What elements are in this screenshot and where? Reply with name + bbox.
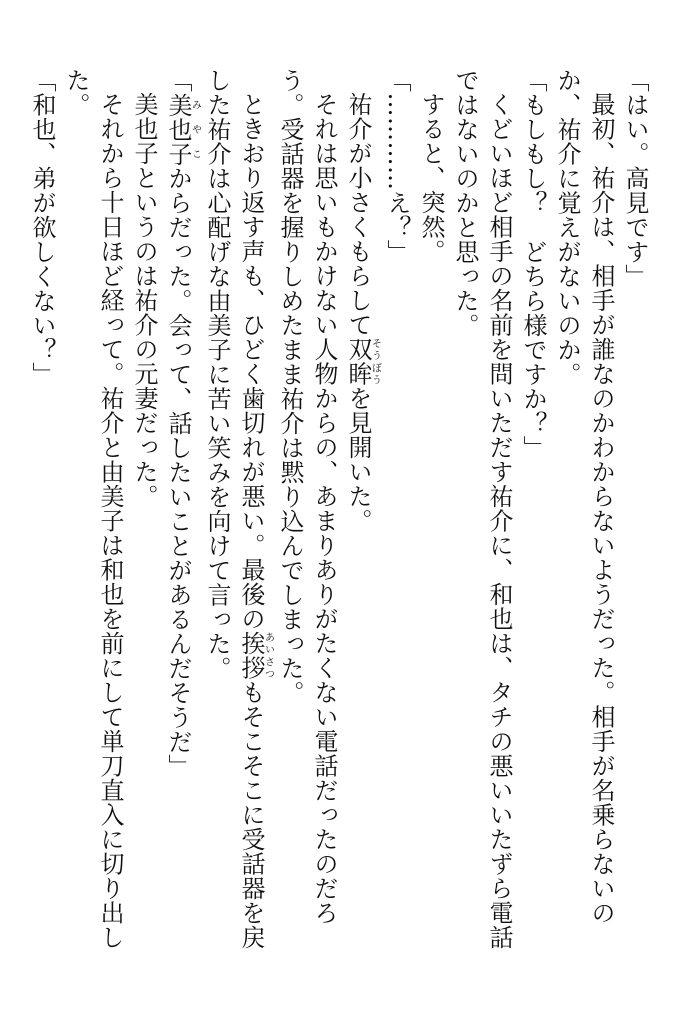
text-run: くどいほど相手の名前を問いただす祐介に、和也は、タチの悪いいたずら電話ではないのかと思った。 bbox=[451, 68, 513, 950]
text-run: 「もしもし？ どちら様ですか？」 bbox=[519, 68, 547, 460]
paragraph bbox=[618, 68, 652, 968]
text-run: 美也子というのは祐介の元妻だった。 bbox=[130, 92, 158, 509]
text-run: それから十日ほど経って。祐介と由美子は和也を前にして単刀直入に切り出した。 bbox=[62, 68, 124, 950]
ruby-base-text: 双眸 bbox=[344, 337, 372, 386]
text-run: それは思いもかけない人物からの、あまりありがたくない電話だったのだろう。受話器を握りしめたまま祐介は黙り込んでしまった。 bbox=[276, 68, 338, 925]
paragraph bbox=[380, 68, 414, 968]
paragraph bbox=[127, 68, 161, 968]
text-run: を見開いた。 bbox=[344, 386, 372, 533]
text-run: 祐介が小さくもらして bbox=[344, 92, 372, 337]
paragraph bbox=[161, 68, 200, 968]
ruby-annotated-word bbox=[164, 92, 201, 167]
ruby-annotated-word bbox=[344, 337, 381, 386]
text-run: からだった。会って、話したいことがあるんだそうだ」 bbox=[164, 166, 192, 779]
furigana-reading: あいさつ bbox=[262, 631, 274, 680]
text-run: 「和也、弟が欲しくない？」 bbox=[28, 68, 56, 387]
paragraph bbox=[550, 68, 618, 968]
text-run: もそこそこに受話器を戻した祐介は心配げな由美子に苦い笑みを向けて言った。 bbox=[203, 68, 265, 950]
text-run: すると、突然。 bbox=[417, 92, 445, 264]
text-run: 「 bbox=[164, 68, 192, 93]
ruby-base-text: 美也子 bbox=[164, 92, 192, 166]
paragraph bbox=[448, 68, 516, 968]
paragraph bbox=[341, 68, 380, 968]
furigana-reading: そうぼう bbox=[369, 337, 381, 386]
furigana-reading: みやこ bbox=[189, 92, 201, 166]
vertical-text-body bbox=[28, 68, 652, 968]
ruby-annotated-word bbox=[237, 631, 274, 680]
ruby-base-text: 挨拶 bbox=[237, 631, 265, 680]
paragraph bbox=[59, 68, 127, 968]
paragraph bbox=[25, 68, 59, 968]
text-run: 最初、祐介は、相手が誰なのかわからないようだった。相手が名乗らないのか、祐介に覚えがないのか。 bbox=[553, 68, 615, 925]
text-run: 「はい。高見です」 bbox=[621, 68, 649, 289]
paragraph bbox=[414, 68, 448, 968]
paragraph bbox=[200, 68, 273, 968]
text-run: 「…………え？」 bbox=[383, 68, 411, 264]
text-run: ときおり返す声も、ひどく歯切れが悪い。最後の bbox=[237, 92, 265, 631]
paragraph bbox=[273, 68, 341, 968]
paragraph bbox=[516, 68, 550, 968]
